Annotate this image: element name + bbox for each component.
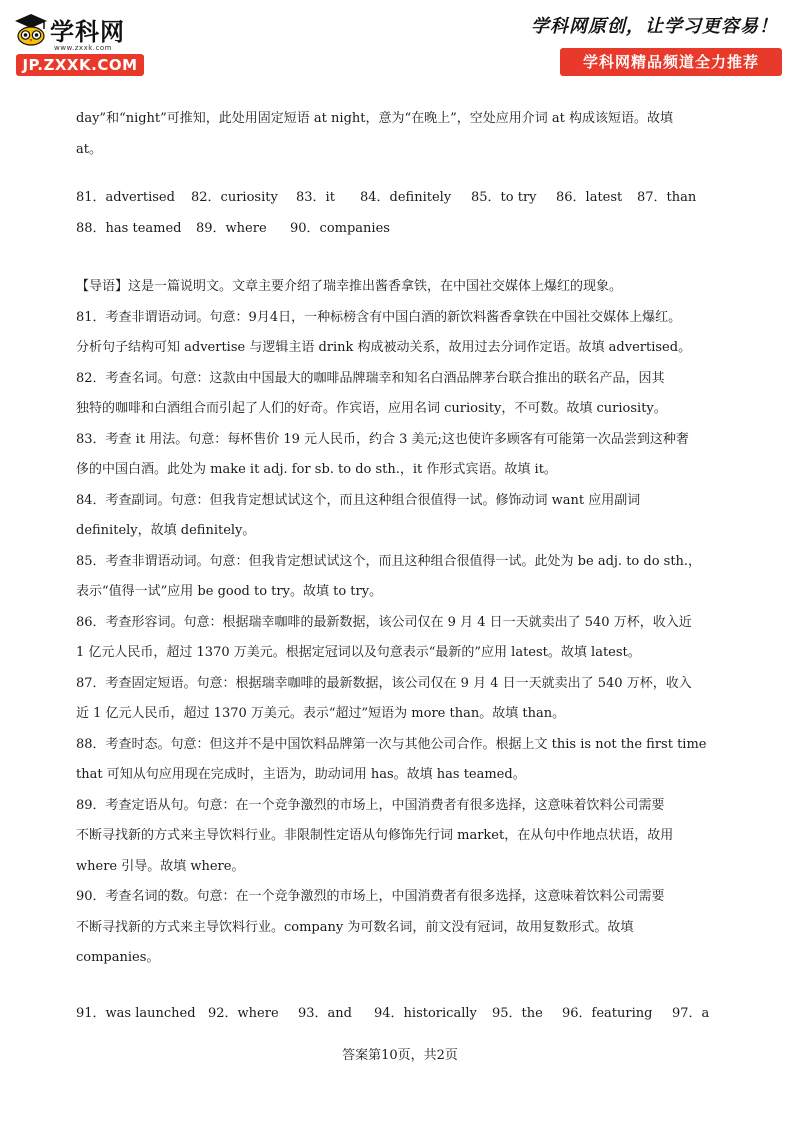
answer-row (76, 998, 726, 1029)
answer-item: 90．companies (290, 221, 390, 236)
text-line: 近 1 亿元人民币，超过 1370 万美元。表示“超过”短语为 more than。故填 than。 (76, 706, 566, 721)
logo-url: www.zxxk.com (54, 44, 112, 52)
page-footer: 答案第10页，共2页 (342, 1048, 458, 1063)
text-line: 不断寻找新的方式来主导饮料行业。非限制性定语从句修饰先行词 market，在从句中作地点状语，故用 (76, 828, 674, 843)
answer-item: 83．it (296, 190, 335, 205)
answer-item: 86．latest (556, 190, 623, 205)
text-line: 表示“值得一试”应用 be good to try。故填 to try。 (76, 584, 383, 599)
answer-item: 84．definitely (360, 190, 452, 205)
text-line: 89．考查定语从句。句意：在一个竞争激烈的市场上，中国消费者有很多选择，这意味着饮料公司需要 (76, 797, 665, 813)
text-line: 独特的咖啡和白酒组合而引起了人们的好奇。作宾语，应用名词 curiosity，不可数。故填 curiosity。 (76, 401, 667, 416)
text-line: 86．考查形容词。句意：根据瑞幸咖啡的最新数据，该公司仅在 9 月 4 日一天就卖出了 540 万杯，收入近 (76, 614, 692, 630)
text-line: 83．考查 it 用法。句意：每杯售价 19 元人民币，约合 3 美元;这也使许多顾客有可能第一次品尝到这种奢 (76, 431, 689, 447)
answer-item: 96．featuring (562, 1005, 653, 1021)
text-line: 84．考查副词。句意：但我肯定想试试这个，而且这种组合很值得一试。修饰动词 want 应用副词 (76, 492, 641, 508)
text-line: where 引导。故填 where。 (76, 858, 245, 874)
answer-item: 95．the (492, 1005, 543, 1021)
answer-item: 82．curiosity (191, 190, 278, 205)
slogan: 学科网原创，让学习更容易！ (531, 16, 778, 37)
answer-item: 85．to try (471, 190, 537, 205)
logo-badge: JP.ZXXK.COM (16, 54, 144, 76)
text-line: 81．考查非谓语动词。句意：9月4日，一种标榜含有中国白酒的新饮料酱香拿铁在中国社交媒体上爆红。 (76, 309, 682, 325)
site-logo[interactable] (14, 12, 154, 76)
text-line: companies。 (76, 950, 160, 965)
answer-item: 88．has teamed (76, 221, 182, 236)
answer-item: 93．and (298, 1005, 352, 1021)
mortarboard-owl-icon (14, 12, 48, 46)
text-line: 90．考查名词的数。句意：在一个竞争激烈的市场上，中国消费者有很多选择，这意味着饮料公司需要 (76, 889, 665, 904)
recommend-banner[interactable]: 学科网精品频道全力推荐 (560, 48, 782, 76)
text-line: 87．考查固定短语。句意：根据瑞幸咖啡的最新数据，该公司仅在 9 月 4 日一天就卖出了 540 万杯，收入 (76, 675, 692, 691)
answer-item: 81．advertised (76, 190, 175, 205)
text-line: 1 亿元人民币，超过 1370 万美元。根据定冠词以及句意表示“最新的”应用 latest。故填 latest。 (76, 645, 641, 660)
text-line: 不断寻找新的方式来主导饮料行业。company 为可数名词，前文没有冠词，故用复数形式。故填 (76, 919, 634, 935)
text-line: 88．考查时态。句意：但这并不是中国饮料品牌第一次与其他公司合作。根据上文 this is not the first time (76, 736, 707, 752)
text-line: day”和“night”可推知，此处用固定短语 at night，意为“在晚上”，空处应用介词 at 构成该短语。故填 (76, 111, 674, 126)
answer-row (76, 182, 726, 213)
answer-item: 92．where (208, 1005, 279, 1021)
answer-item: 97．a (672, 1005, 710, 1021)
text-line: 【导语】这是一篇说明文。文章主要介绍了瑞幸推出酱香拿铁，在中国社交媒体上爆红的现象。 (76, 279, 623, 294)
text-line: 分析句子结构可知 advertise 与逻辑主语 drink 构成被动关系，故用过去分词作定语。故填 advertised。 (76, 340, 692, 355)
explanation-block (76, 272, 726, 974)
answer-item: 87．than (637, 190, 697, 205)
logo-text: 学科网 (50, 18, 125, 46)
text-line: definitely，故填 definitely。 (76, 523, 256, 538)
answer-item: 89．where (196, 221, 267, 236)
page-header (0, 0, 800, 90)
text-line: at。 (76, 141, 102, 157)
answer-content (76, 104, 726, 1029)
text-line: 侈的中国白酒。此处为 make it adj. for sb. to do sth.，it 作形式宾语。故填 it。 (76, 462, 557, 477)
text-line: 85．考查非谓语动词。句意：但我肯定想试试这个，而且这种组合很值得一试。此处为 be adj. to do sth.， (76, 553, 702, 569)
text-line: 82．考查名词。句意：这款由中国最大的咖啡品牌瑞幸和知名白酒品牌茅台联合推出的联名产品，因其 (76, 370, 665, 386)
answer-item: 91．was launched (76, 1005, 196, 1021)
answer-item: 94．historically (374, 1005, 477, 1021)
answer-row (76, 213, 726, 244)
text-line: that 可知从句应用现在完成时，主语为，助动词用 has。故填 has teamed。 (76, 767, 526, 782)
